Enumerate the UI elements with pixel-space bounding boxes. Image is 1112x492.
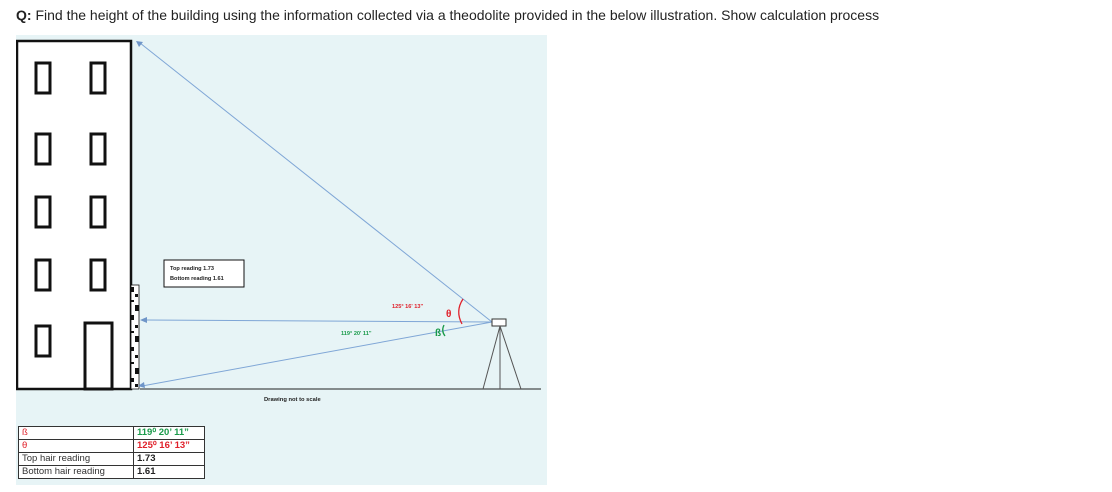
table-value-bottom-hair: 1.61: [134, 466, 205, 479]
window: [91, 134, 105, 164]
table-label-bottom-hair: Bottom hair reading: [19, 466, 134, 479]
window: [91, 260, 105, 290]
question-prefix: Q:: [16, 7, 32, 23]
sight-line-horizontal: [146, 320, 492, 322]
theta-arc: [459, 299, 463, 324]
table-label-top-hair: Top hair reading: [19, 453, 134, 466]
building-outline: [17, 41, 131, 389]
window: [91, 197, 105, 227]
top-reading-label: Top reading 1.73: [170, 266, 215, 272]
window: [36, 197, 50, 227]
table-row: [19, 427, 205, 440]
table-value-top-hair: 1.73: [134, 453, 205, 466]
question-body: Find the height of the building using the information collected via a theodolite provided in the below illustration. Show calculation process: [35, 7, 880, 23]
theodolite-diagram: [16, 35, 547, 485]
levelling-staff: [131, 285, 139, 389]
theodolite-instrument: [483, 319, 521, 389]
window: [36, 63, 50, 93]
theta-angle-value: 125° 16' 13": [392, 304, 424, 310]
table-value-theta: 125⁰ 16’ 13”: [134, 440, 205, 453]
table-label-theta: θ: [19, 440, 134, 453]
bottom-reading-label: Bottom reading 1.61: [170, 276, 224, 282]
beta-angle-value: 119° 20' 11": [341, 331, 372, 337]
table-row: [19, 466, 205, 479]
window: [36, 260, 50, 290]
table-value-beta: 119⁰ 20’ 11”: [134, 427, 205, 440]
building-door: [85, 323, 112, 389]
scale-note: Drawing not to scale: [264, 397, 321, 403]
table-row: [19, 453, 205, 466]
window: [91, 63, 105, 93]
window: [36, 134, 50, 164]
question-text: [16, 7, 879, 23]
window: [36, 326, 50, 356]
theta-symbol: θ: [446, 309, 452, 320]
table-label-beta: ß: [19, 427, 134, 440]
diagram-panel: [16, 35, 547, 485]
readings-table: [18, 426, 205, 479]
beta-symbol: ß: [435, 328, 442, 339]
readings-box: [164, 260, 244, 287]
table-row: [19, 440, 205, 453]
